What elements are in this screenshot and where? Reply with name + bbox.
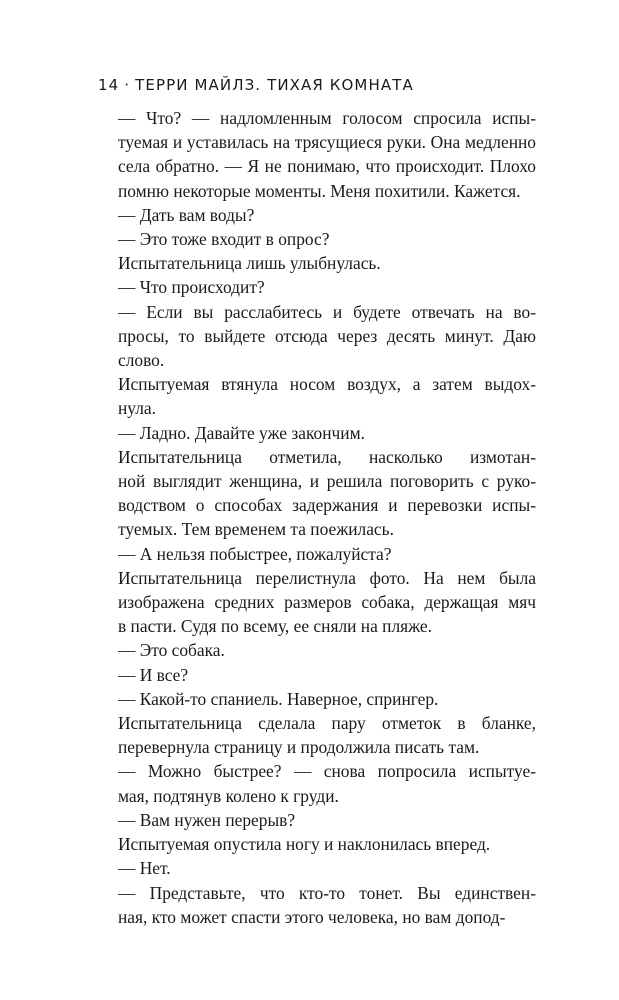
paragraph	[98, 856, 536, 880]
text-line: — И все?	[118, 664, 189, 685]
text-line: — Дать вам воды?	[118, 204, 255, 225]
text-line: — Это тоже входит в опрос?	[118, 229, 330, 250]
text-line: туемых. Тем временем та поежилась.	[118, 519, 394, 540]
paragraph	[98, 421, 536, 445]
text-line: в пасти. Судя по всему, ее сняли на пляже.	[118, 616, 432, 637]
paragraph	[98, 227, 536, 251]
paragraph	[98, 203, 536, 227]
text-line: водством о способах задержания и перевозки испы-	[118, 495, 536, 516]
paragraph	[98, 663, 536, 687]
text-line: ная, кто может спасти этого человека, но вам допод-	[118, 906, 506, 927]
text-line: Испытательница лишь улыбнулась.	[118, 253, 381, 274]
paragraph	[98, 759, 536, 807]
paragraph	[98, 687, 536, 711]
text-line: — А нельзя побыстрее, пожалуйста?	[118, 543, 392, 564]
text-line: — Вам нужен перерыв?	[118, 809, 296, 830]
text-line: — Если вы расслабитесь и будете отвечать на во-	[118, 301, 536, 322]
text-line: просы, то выйдете отсюда через десять минут. Даю	[118, 325, 536, 346]
header-title: ТИХАЯ КОМНАТА	[267, 76, 414, 94]
text-line: — Можно быстрее? — снова попросила испытуе-	[118, 761, 536, 782]
text-line: мая, подтянув колено к груди.	[118, 785, 339, 806]
paragraph	[98, 881, 536, 929]
text-line: — Нет.	[118, 858, 171, 879]
text-line: — Что? — надломленным голосом спросила испы-	[118, 108, 536, 128]
paragraph	[98, 542, 536, 566]
text-line: туемая и уставилась на трясущиеся руки. Она медленно	[118, 132, 536, 153]
text-line: — Представьте, что кто-то тонет. Вы единствен-	[118, 882, 536, 903]
paragraph	[98, 445, 536, 542]
paragraph	[98, 832, 536, 856]
text-line: перевернула страницу и продолжила писать там.	[118, 737, 480, 758]
paragraph	[98, 638, 536, 662]
paragraph	[98, 372, 536, 420]
text-line: села обратно. — Я не понимаю, что происходит. Плохо	[118, 156, 536, 177]
text-line: нула.	[118, 398, 156, 419]
header-separator: ·	[124, 76, 131, 94]
text-line: Испытательница отметила, насколько измотан-	[118, 446, 536, 467]
text-line: ной выглядит женщина, и решила поговорить с руко-	[118, 471, 536, 492]
paragraph	[98, 808, 536, 832]
text-line: слово.	[118, 350, 165, 371]
text-line: помню некоторые моменты. Меня похитили. Кажется.	[118, 180, 521, 201]
text-line: изображена средних размеров собака, держащая мяч	[118, 592, 536, 613]
paragraph	[98, 566, 536, 639]
text-line: — Это собака.	[118, 640, 225, 661]
page-number: 14	[98, 76, 120, 94]
body-text	[98, 106, 536, 929]
text-line: Испытательница перелистнула фото. На нем была	[118, 567, 536, 588]
paragraph	[98, 251, 536, 275]
text-line: Испытуемая опустила ногу и наклонилась вперед.	[118, 834, 491, 855]
text-line: — Какой-то спаниель. Наверное, спрингер.	[118, 688, 439, 709]
paragraph	[98, 300, 536, 373]
paragraph	[98, 106, 536, 203]
text-line: — Что происходит?	[118, 277, 265, 298]
running-head	[98, 76, 414, 94]
text-line: — Ладно. Давайте уже закончим.	[118, 422, 365, 443]
text-line: Испытуемая втянула носом воздух, а затем выдох-	[118, 374, 536, 395]
paragraph	[98, 711, 536, 759]
paragraph	[98, 275, 536, 299]
header-author: ТЕРРИ МАЙЛЗ.	[135, 76, 262, 94]
text-line: Испытательница сделала пару отметок в бланке,	[118, 713, 536, 734]
